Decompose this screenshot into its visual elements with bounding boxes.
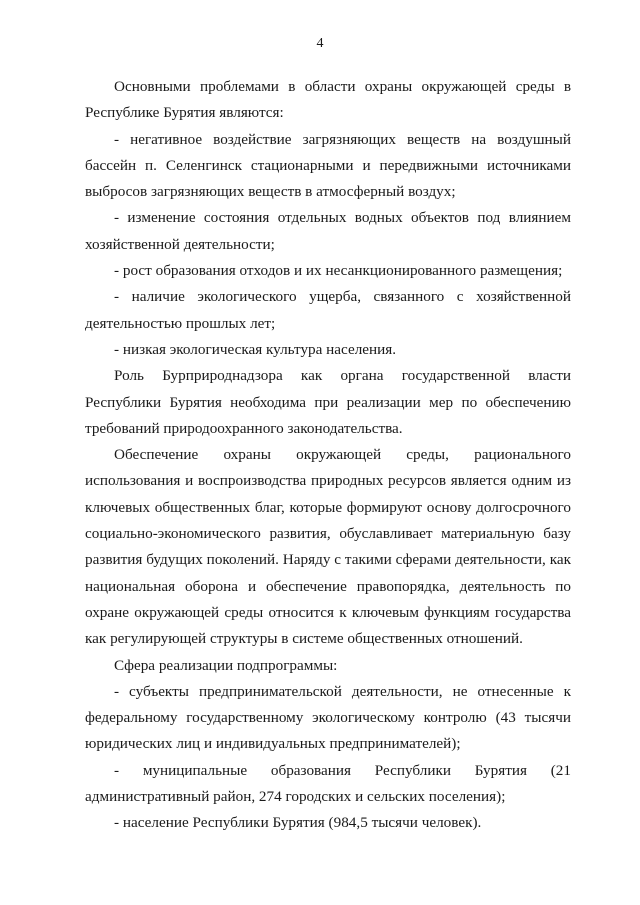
paragraph-past-damage: - наличие экологического ущерба, связанного с хозяйственной деятельностью прошлых лет; [85, 288, 571, 332]
paragraph-ecological-culture: - низкая экологическая культура населения. [114, 340, 397, 358]
paragraph-municipalities: - муниципальные образования Республики Бурятия (21 административный район, 274 городских и сельских поселения); [85, 761, 571, 806]
document-body [85, 74, 571, 837]
page-number: 4 [316, 36, 324, 51]
paragraph-environment-protection: Обеспечение охраны окружающей среды, рационального использования и воспроизводства природных ресурсов является одним из ключевых общественных благ, которые формируют основу долгосрочного социально-экономического развития, обуславливает материальную базу развития будущих поколений. Наряду с такими сферами деятельности, как национальная оборона и обеспечение правопорядка, деятельность по охране окружающей среды относится к ключевым функциям государства как регулирующей структуры в системе общественных отношений. [85, 446, 571, 648]
paragraph-population: - население Республики Бурятия (984,5 тысячи человек). [114, 814, 482, 832]
paragraph-air-pollution: - негативное воздействие загрязняющих веществ на воздушный бассейн п. Селенгинск стационарными и передвижными источниками выбросов загрязняющих веществ в атмосферный воздух; [85, 130, 571, 201]
paragraph-scope-heading: Сфера реализации подпрограммы: [114, 656, 338, 674]
paragraph-role-burprirodnadzor: Роль Бурприроднадзора как органа государственной власти Республики Бурятия необходима при реализации мер по обеспечению требований природоохранного законодательства. [85, 367, 571, 437]
paragraph-water-bodies: - изменение состояния отдельных водных объектов под влиянием хозяйственной деятельности; [85, 209, 571, 253]
paragraph-main-problems: Основными проблемами в области охраны окружающей среды в Республике Бурятия являются: [85, 78, 571, 122]
paragraph-waste: - рост образования отходов и их несанкционированного размещения; [114, 262, 563, 280]
paragraph-business-entities: - субъекты предпринимательской деятельности, не отнесенные к федеральному государственному экологическому контролю (43 тысячи юридических лиц и индивидуальных предпринимателей); [85, 682, 571, 753]
